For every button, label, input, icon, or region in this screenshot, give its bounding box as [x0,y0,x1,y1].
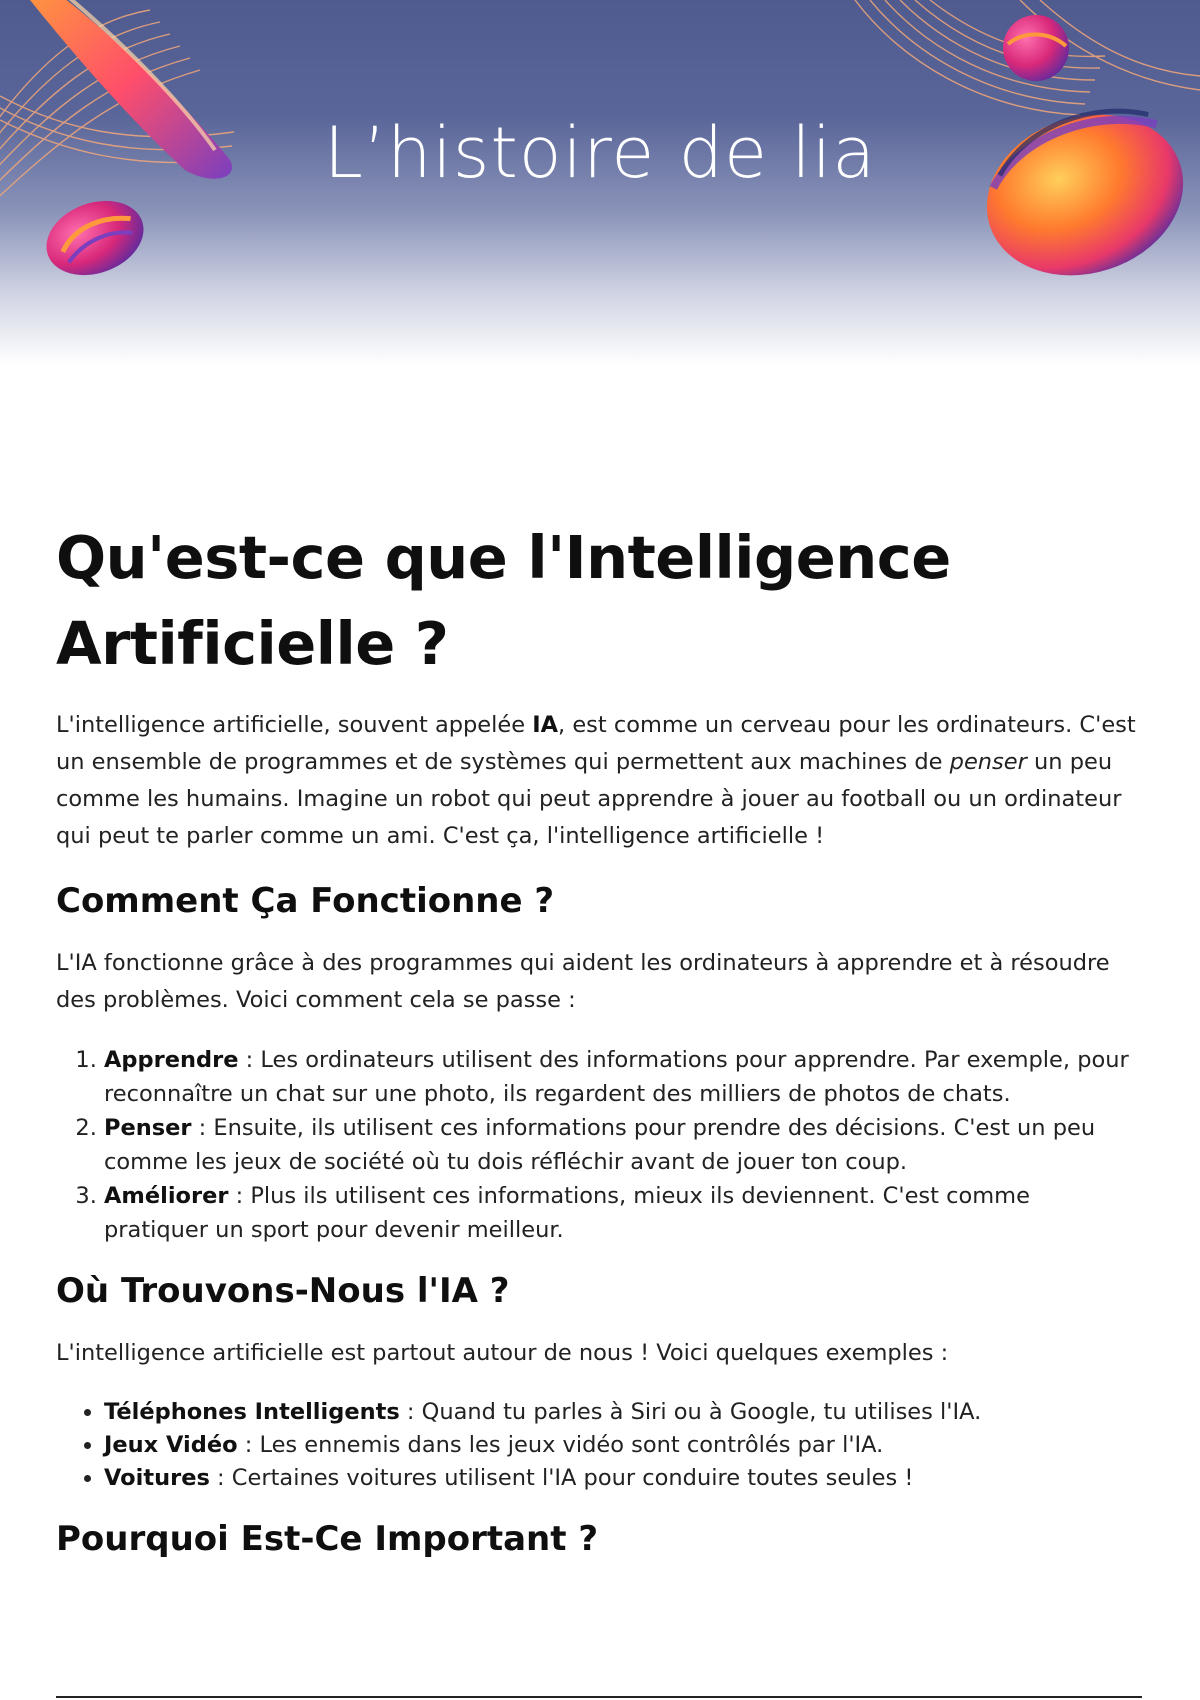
section-heading-how: Comment Ça Fonctionne ? [56,881,555,921]
intro-bold: IA [532,712,559,738]
header-banner [0,0,1200,365]
list-item-term: Penser [104,1115,192,1141]
list-item-desc: : Plus ils utilisent ces informations, mieux ils deviennent. C'est comme pratiquer un sport pour devenir meilleur. [104,1183,1030,1243]
list-item-term: Apprendre [104,1047,239,1073]
page-divider [56,1696,1142,1698]
list-item [104,1111,1136,1179]
list-item [104,1043,1136,1111]
list-item [104,1462,1136,1495]
steps-list [56,1043,1136,1247]
list-item-desc: : Les ennemis dans les jeux vidéo sont contrôlés par l'IA. [237,1432,884,1458]
list-item-term: Améliorer [104,1183,229,1209]
list-item [104,1429,1136,1462]
intro-paragraph [56,707,1136,855]
section-text-how: L'IA fonctionne grâce à des programmes qui aident les ordinateurs à apprendre et à résoudre des problèmes. Voici comment cela se passe : [56,950,1110,1013]
intro-text-1: L'intelligence artificielle, souvent appelée [56,712,533,738]
examples-list [56,1396,1136,1495]
banner-title: L’histoire de lia [323,112,877,194]
list-item-desc: : Ensuite, ils utilisent ces informations pour prendre des décisions. C'est un peu comme les jeux de société où tu dois réfléchir avant de jouer ton coup. [104,1115,1096,1175]
list-item [104,1179,1136,1247]
section-heading-why: Pourquoi Est-Ce Important ? [56,1519,599,1559]
intro-text-3: un peu comme les humains. Imagine un robot qui peut apprendre à jouer au football ou un ordinateur qui peut te parler comme un ami. C'est ça, l'intelligence artificielle ! [56,749,1122,849]
intro-text-2: , est comme un cerveau pour les ordinateurs. C'est un ensemble de programmes et de systèmes qui permettent aux machines de [56,712,1136,775]
page-title: Qu'est-ce que l'Intelligence Artificielle ? [56,523,951,678]
section-heading-where: Où Trouvons-Nous l'IA ? [56,1271,510,1311]
list-item-term: Voitures [104,1465,210,1491]
list-item-term: Téléphones Intelligents [104,1399,400,1425]
article-body [56,515,1136,1583]
list-item-term: Jeux Vidéo [104,1432,238,1458]
list-item-desc: : Certaines voitures utilisent l'IA pour conduire toutes seules ! [209,1465,914,1491]
intro-italic: penser [949,749,1027,775]
list-item-desc: : Quand tu parles à Siri ou à Google, tu utilises l'IA. [399,1399,982,1425]
list-item [104,1396,1136,1429]
section-text-where: L'intelligence artificielle est partout autour de nous ! Voici quelques exemples : [56,1340,949,1366]
list-item-desc: : Les ordinateurs utilisent des informations pour apprendre. Par exemple, pour reconnaître un chat sur une photo, ils regardent des milliers de photos de chats. [104,1047,1129,1107]
